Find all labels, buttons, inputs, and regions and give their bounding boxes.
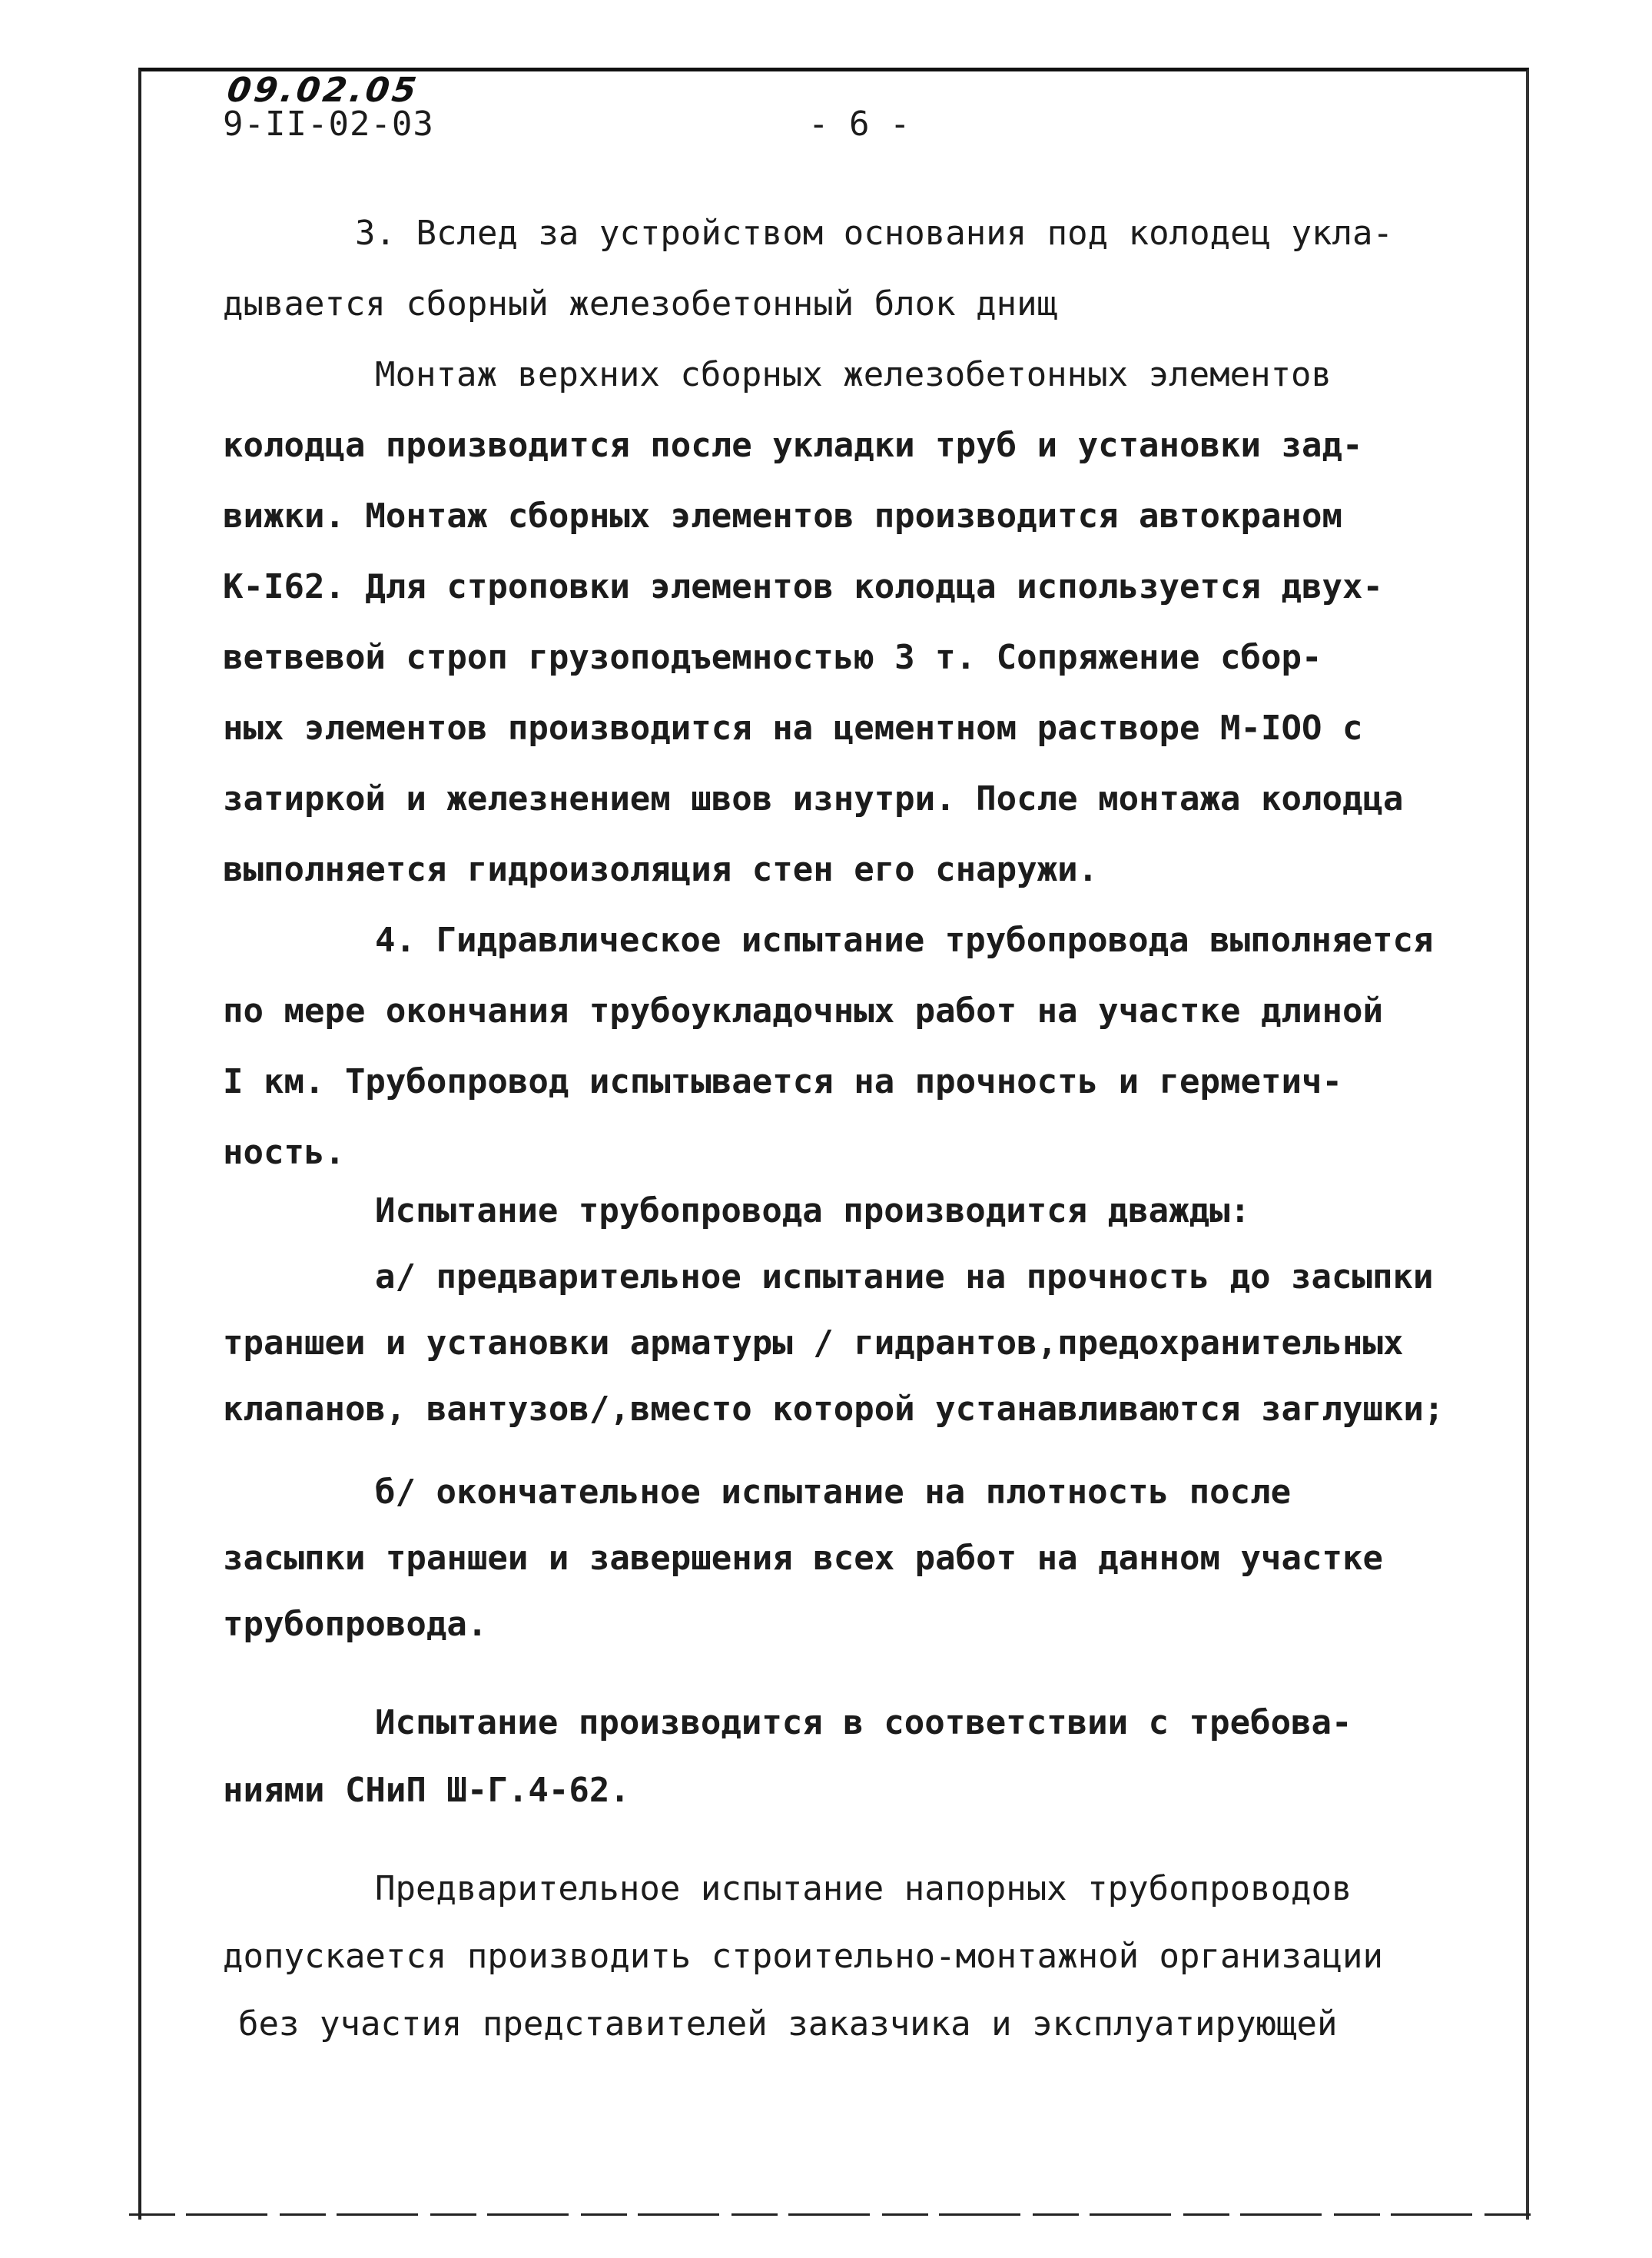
body-line: выполняется гидроизоляция стен его снаружи. (223, 850, 1099, 889)
body-line: 3. Вслед за устройством основания под колодец укла- (355, 214, 1394, 253)
body-line: Монтаж верхних сборных железобетонных элементов (375, 355, 1332, 394)
body-line: по мере окончания трубоукладочных работ на участке длиной (223, 991, 1383, 1031)
body-line: Испытание производится в соответствии с требова- (375, 1703, 1352, 1742)
body-line: дывается сборный железобетонный блок днищ (223, 284, 1058, 324)
body-line: а/ предварительное испытание на прочность до засыпки (375, 1257, 1434, 1297)
body-line: без участия представителей заказчика и эксплуатирующей (238, 2004, 1338, 2044)
body-line: вижки. Монтаж сборных элементов производится автокраном (223, 496, 1342, 536)
body-line: 4. Гидравлическое испытание трубопровода выполняется (375, 921, 1434, 960)
body-line: ветвевой строп грузоподъемностью 3 т. Сопряжение сбор- (223, 638, 1322, 677)
body-line: клапанов, вантузов/,вместо которой устанавливаются заглушки; (223, 1390, 1445, 1429)
body-line: затиркой и железнением швов изнутри. После монтажа колодца (223, 779, 1404, 819)
body-line: засыпки траншеи и завершения всех работ на данном участке (223, 1539, 1383, 1578)
body-line: б/ окончательное испытание на плотность после (375, 1473, 1292, 1512)
body-line: ниями СНиП Ш-Г.4-62. (223, 1771, 630, 1810)
body-line: ность. (223, 1133, 345, 1172)
body-line: допускается производить строительно-монтажной организации (223, 1937, 1383, 1976)
bottom-rule (129, 2213, 1535, 2216)
body-line: К-I62. Для строповки элементов колодца используется двух- (223, 567, 1383, 606)
document-code: 9-II-02-03 (223, 105, 434, 144)
body-line: Испытание трубопровода производится дважды: (375, 1191, 1251, 1230)
body-line: I км. Трубопровод испытывается на прочность и герметич- (223, 1062, 1342, 1101)
body-line: ных элементов производится на цементном растворе М-IOO с (223, 709, 1363, 748)
handwritten-date: 09.02.05 (224, 71, 422, 110)
body-line: Предварительное испытание напорных трубопроводов (375, 1869, 1352, 1908)
body-line: колодца производится после укладки труб и установки зад- (223, 426, 1363, 465)
body-line: трубопровода. (223, 1605, 488, 1644)
page-number: - 6 - (808, 105, 911, 144)
body-line: траншеи и установки арматуры / гидрантов,предохранительных (223, 1323, 1404, 1363)
